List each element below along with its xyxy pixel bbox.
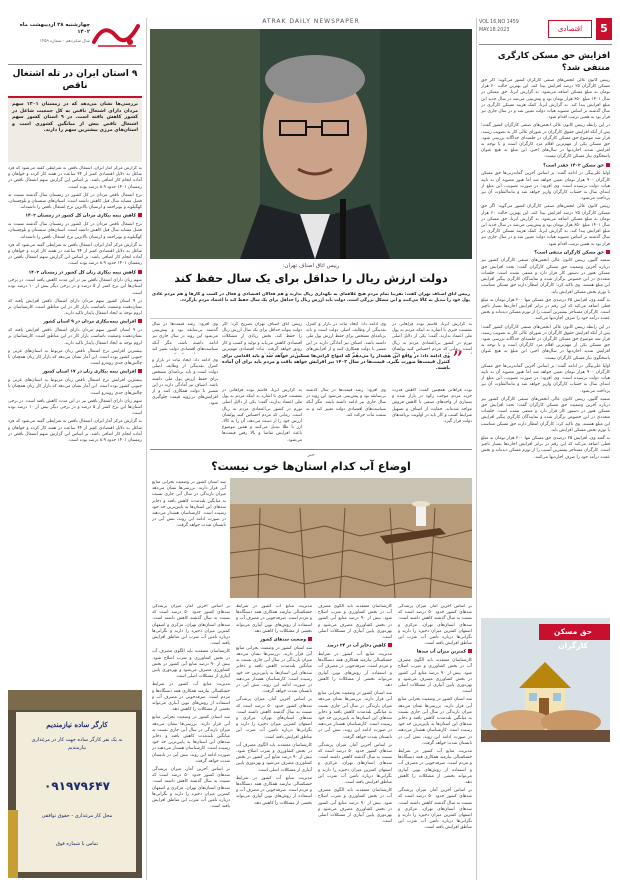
paragraph: به گزارش مرکز آمار ایران، اشتغال ناقص به شرایطی گفته می‌شود که فرد شاغل به دلایل اقتصادی کمتر از ۴۴ ساعت در هفته کار کرده و خواهان و آماده انجام کار اضافی باشد. بر اساس این گزارش سهم اشتغال ناقص در زمستان ۱۴۰۱ حدود ۸.۹ درصد بوده است. bbox=[8, 242, 142, 267]
water-col-2 bbox=[318, 604, 392, 876]
drought-land-image bbox=[230, 478, 472, 598]
main-article-col6: به گزارش ایرنا، قاسم نوده فراهانی در نشست خبری با اشاره به اینکه مردم به پول ملی اعتماد ندارند، گفت: یکی از دلایل اصلی تورم در کشور بی‌اعتمادی مردم به ریال است. زمانی که مردم احساس کنند پولشان ارزش خود را از دست می‌دهد، آن را به کالا، ارز یا طلا تبدیل می‌کنند و همین موضوع باعث افزایش تقاضا و بالا رفتن قیمت‌ها می‌شود. bbox=[222, 388, 302, 443]
divider bbox=[150, 318, 472, 319]
bullet-icon bbox=[388, 643, 392, 647]
bullet-icon bbox=[606, 163, 610, 167]
bullet-icon bbox=[138, 213, 142, 217]
bullet-icon bbox=[308, 637, 312, 641]
article-title-housing: افزایش حق مسکن کارگری منتفی شد؟ bbox=[497, 51, 610, 73]
paragraph: در این رابطه رییس کانون عالی انجمن‌های صنفی کارگران کشور گفت: پس از آنکه افزایش حقوق کارگران در شورای عالی کار به تصویب رسید، قرار شد موضوع حق مسکن کارگران در جلسه‌ای جداگانه بررسی شود. حق مسکن یکی از مهم‌ترین اقلام مزد کارگران است و با توجه به افزایش شدید اجاره‌بها در سال‌های اخیر، این مبلغ به هیچ عنوان پاسخگوی نیاز مسکن کارگران نیست. bbox=[481, 324, 610, 361]
ad-headline: کارگر ساده نیازمندیم bbox=[46, 720, 108, 729]
issue-number: سال شانزدهم - شماره ۱۴۵۹ bbox=[39, 38, 90, 43]
pull-quote-mark: ” bbox=[452, 348, 464, 373]
column-divider bbox=[146, 18, 147, 880]
masthead-left bbox=[8, 18, 142, 62]
paragraph: مدیریت منابع آب کشور در شرایط خشکسالی نیازمند همکاری همه دستگاه‌ها و مردم است. صرفه‌جویی در مصرف آب و استفاده از روش‌های نوین آبیاری می‌تواند بخشی از مشکلات را کاهش دهد. bbox=[318, 651, 392, 688]
paragraph: بر اساس آخرین آمار، میزان پرشدگی سدهای کشور حدود ۵۰ درصد است که نسبت به سال گذشته کاهش داشته است. سدهای استان‌های تهران، مرکزی و اصفهان کمترین میزان ذخیره را دارند و نگرانی‌ها درباره تامین آب شرب این مناطق افزایش یافته است. bbox=[236, 697, 312, 740]
paragraph: در ۹ استان کشور سهم مردان دارای اشتغال ناقص افزایش یافته که نشان‌دهنده وضعیت نامناسب بازار کار در این مناطق است. کارشناسان بر لزوم توجه به ایجاد اشتغال پایدار تاکید دارند. bbox=[8, 298, 142, 317]
water-col-left: سه استان کشور در وضعیت بحرانی منابع آبی قرار دارند. بررسی‌ها نشان می‌دهد میزان بارندگی در سال آبی جاری نسبت به میانگین بلندمدت کاهش یافته و ذخایر سدهای این استان‌ها به پایین‌ترین حد خود رسیده است. کارشناسان هشدار می‌دهند در صورت ادامه این روند، تنش آبی در تابستان شدت خواهد گرفت. bbox=[152, 480, 226, 529]
water-col-1 bbox=[398, 604, 472, 876]
paragraph: سه استان کشور در وضعیت بحرانی منابع آبی قرار دارند. بررسی‌ها نشان می‌دهد میزان بارندگی در سال آبی جاری نسبت به میانگین بلندمدت کاهش یافته و ذخایر سدهای این استان‌ها به پایین‌ترین حد خود رسیده است. کارشناسان هشدار می‌دهند در صورت ادامه این روند، تنش آبی در تابستان شدت خواهد گرفت. bbox=[236, 645, 312, 695]
paragraph: کارشناسان معتقدند باید الگوی مصرف آب در بخش کشاورزی و شرب اصلاح شود. بیش از ۹۰ درصد منابع آبی کشور در بخش کشاورزی مصرف می‌شود و بهره‌وری پایین آبیاری از مشکلات اصلی است. bbox=[318, 788, 392, 825]
paragraph: رییس کانون عالی انجمن‌های صنفی کارگران کشور می‌گوید: اگر حق مسکن کارگران ۲۵ درصد افزایش پیدا کند، این بهترین حالت ۲۰ هزار تومان به مبلغ مسکن اضافه می‌شود. به گزارش ایرنا، حق مسکن در سال ۱۴۰۱ مبلغ ۶۵۰ هزار تومان بود و پیش‌بینی می‌شد در سال جدید این مبلغ افزایش پیدا کند. به گزارش ایرنا، کمک هزینه مسکن کارگری در سال گذشته بر اساس مصوبه هیات دولت تعیین شد و در سال جاری نیز قرار بود به همین ترتیب اقدام شود. bbox=[481, 78, 610, 121]
paragraph: سمیه گلپور، رییس کانون عالی انجمن‌های صنفی کارگران کشور نیز درباره آخرین وضعیت حق مسکن کارگران گفت: بحث افزایش حق مسکن هنوز در دستور کار قرار دارد و منتفی نشده است. جلسات متعددی در این خصوص برگزار شده و نمایندگان کارگری پیگیر افزایش این مبلغ هستند. وی تاکید کرد: کارگران انتظار دارند حق مسکن متناسب با تورم بخش مسکن افزایش یابد. bbox=[481, 258, 610, 295]
newspaper-logo bbox=[90, 18, 142, 52]
subheading: کاهش نیمه بیکاری مردان کل کشور در زمستان ۱۴۰۲ bbox=[8, 213, 142, 220]
paragraph: بیشترین افزایش نرخ اشتغال ناقص زنان مربوط به استان‌های غربی و جنوبی کشور بوده است. این آمار نشان می‌دهد که بازار کار زنان همچنان با چالش‌های جدی روبه‌رو است. bbox=[8, 348, 142, 367]
paragraph: بر اساس آخرین آمار، میزان پرشدگی سدهای کشور حدود ۵۰ درصد است که نسبت به سال گذشته کاهش داشته است. سدهای استان‌های تهران، مرکزی و اصفهان کمترین میزان ذخیره را دارند و نگرانی‌ها درباره تامین آب شرب این مناطق افزایش یافته است. bbox=[152, 604, 230, 647]
subheading: کاهش نیمه بیکاری زنان کل کشور در زمستان ۱۴۰۲ bbox=[8, 270, 142, 277]
paragraph: اولیا علی‌بیگی در ادامه گفت: بر اساس آخرین گمانه‌زنی‌ها حق مسکن کارگران ۹۰۰ هزار تومان تعیین خواهد شد اما هنوز مصوبه آن به تایید هیات دولت نرسیده است. وی افزود: در صورت تصویب، این مبلغ از ابتدای سال به حساب کارگران واریز خواهد شد و مابه‌التفاوت آن نیز پرداخت می‌شود. bbox=[481, 171, 610, 202]
paragraph: بر اساس آخرین آمار، میزان پرشدگی سدهای کشور حدود ۵۰ درصد است که نسبت به سال گذشته کاهش داشته است. سدهای استان‌های تهران، مرکزی و اصفهان کمترین میزان ذخیره را دارند و نگرانی‌ها درباره تامین آب شرب این مناطق افزایش یافته است. bbox=[398, 604, 472, 647]
water-col-3 bbox=[236, 604, 312, 876]
paragraph: سهم زنان دارای اشتغال ناقص نیز در این مدت کاهش یافته است. در برخی استان‌ها این نرخ کمتر از ۵ درصد و در برخی دیگر بیش از ۱۰ درصد بوده است. bbox=[8, 398, 142, 417]
employment-lead-box: بررسی‌ها نشان می‌دهد که در زمستان ۱۴۰۱ سهم مردان دارای اشتغال ناقص به کل جمعیت شاغل در کشور کاهش یافته است. در ۹ استان کشور سهم اشتغال ناقص بیش از میانگین کشوری است و استان‌های مرزی بیشترین سهم را دارند. bbox=[8, 96, 142, 162]
page-number-badge: 5 bbox=[596, 18, 612, 40]
paragraph: مدیریت منابع آب کشور در شرایط خشکسالی نیازمند همکاری همه دستگاه‌ها و مردم است. صرفه‌جویی در مصرف آب و استفاده از روش‌های نوین آبیاری می‌تواند بخشی از مشکلات را کاهش دهد. bbox=[236, 775, 312, 806]
paragraph: نرخ اشتغال ناقص مردان در کل کشور در زمستان سال گذشته نسبت به فصل مشابه سال قبل کاهش داشته است. استان‌های سیستان و بلوچستان، کهگیلویه و بویراحمد و لرستان بالاترین نرخ اشتغال ناقص را داشته‌اند. bbox=[8, 192, 142, 211]
date-english: MAY.18 2023 bbox=[479, 28, 510, 33]
ad-phone: ۰۹۱۹۷۹۶۴۷ bbox=[44, 779, 110, 793]
bullet-icon bbox=[606, 250, 610, 254]
newspaper-title: ATRAK DAILY NEWSPAPER bbox=[262, 18, 360, 25]
main-article-col7: وی ادامه داد: ایجاد ثبات در بازار و کنترل نقدینگی از وظایف اصلی دولت است و باید برنامه‌ای مشخص برای حفظ ارزش پول ملی داشته باشد. اصناف نیز آمادگی دارند در این مسیر با دولت همکاری کنند و از افزایش‌های بی‌رویه قیمت جلوگیری شود. bbox=[152, 358, 218, 407]
main-article-col3: رییس اتاق اصناف تهران تصریح کرد: اگر دولت بتواند حداقل برای یک سال ارزش ریال را حفظ کند، بخش زیادی از مشکلات اقتصادی کاهش می‌یابد و تولید و کسب و کار رونق خواهد گرفت. ثبات اقتصادی مهم‌ترین bbox=[222, 322, 302, 352]
water-kicker: خبر bbox=[307, 452, 315, 458]
paragraph: کارشناسان معتقدند باید الگوی مصرف آب در بخش کشاورزی و شرب اصلاح شود. بیش از ۹۰ درصد منابع آبی کشور در بخش کشاورزی مصرف می‌شود و بهره‌وری پایین آبیاری از مشکلات اصلی است. bbox=[236, 742, 312, 773]
paragraph: سهم زنان دارای اشتغال ناقص نیز در این مدت کاهش یافته است. در برخی استان‌ها این نرخ کمتر از ۵ درصد و در برخی دیگر بیش از ۱۰ درصد بوده است. bbox=[8, 278, 142, 296]
divider bbox=[8, 64, 142, 65]
section-divider bbox=[150, 449, 472, 450]
pull-quote: وی ادامه داد: در واقع این هشدار را می‌دهم که امواج گرانی‌ها سنگین‌تر خواهد شد و باید اقدامی برای کنترل قیمت‌ها صورت بگیرد. قیمت‌ها در سال ۱۴۰۲ نیز افزایش خواهد یافت و مردم باید برای آن آماده باشند. bbox=[222, 354, 450, 372]
paragraph: سه استان کشور در وضعیت بحرانی منابع آبی قرار دارند. بررسی‌ها نشان می‌دهد میزان بارندگی در سال آبی جاری نسبت به میانگین بلندمدت کاهش یافته و ذخایر سدهای این استان‌ها به پایین‌ترین حد خود رسیده است. کارشناسان هشدار می‌دهند در صورت ادامه این روند، تنش آبی در تابستان شدت خواهد گرفت. bbox=[152, 715, 230, 764]
paragraph: نرخ اشتغال ناقص مردان در کل کشور در زمستان سال گذشته نسبت به فصل مشابه سال قبل کاهش داشته است. استان‌های سیستان و بلوچستان، کهگیلویه و بویراحمد و لرستان بالاترین نرخ اشتغال ناقص را داشته‌اند. bbox=[8, 222, 142, 240]
paragraph: مدیریت منابع آب کشور در شرایط خشکسالی نیازمند همکاری همه دستگاه‌ها و مردم است. صرفه‌جویی در مصرف آب و استفاده از روش‌های نوین آبیاری می‌تواند بخشی از مشکلات را کاهش دهد. bbox=[236, 604, 312, 634]
paragraph: اولیا علی‌بیگی در ادامه گفت: بر اساس آخرین گمانه‌زنی‌ها حق مسکن کارگران ۹۰۰ هزار تومان تعیین خواهد شد اما هنوز مصوبه آن به تایید هیات دولت نرسیده است. وی افزود: در صورت تصویب، این مبلغ از ابتدای سال به حساب کارگران واریز خواهد شد و مابه‌التفاوت آن نیز پرداخت می‌شود. bbox=[481, 363, 610, 394]
drought-photo bbox=[230, 478, 472, 598]
section-label: اقتصادی bbox=[548, 20, 592, 38]
bullet-icon bbox=[138, 270, 142, 274]
main-article-col2: وی ادامه داد: ایجاد ثبات در بازار و کنترل نقدینگی از وظایف اصلی دولت است و باید برنامه‌ای مشخص برای حفظ ارزش پول ملی داشته باشد. اصناف نیز آمادگی دارند در این مسیر با دولت همکاری کنند و از افزایش‌های bbox=[306, 322, 386, 352]
paragraph: در این رابطه رییس کانون عالی انجمن‌های صنفی کارگران کشور گفت: پس از آنکه افزایش حقوق کارگران در شورای عالی کار به تصویب رسید، قرار شد موضوع حق مسکن کارگران در جلسه‌ای جداگانه بررسی شود. حق مسکن یکی از مهم‌ترین اقلام مزد کارگران است و با توجه به افزایش شدید اجاره‌بها در سال‌های اخیر، این مبلغ به هیچ عنوان پاسخگوی نیاز مسکن کارگران نیست. bbox=[481, 123, 610, 160]
column-divider bbox=[476, 18, 477, 880]
paragraph: به گزارش مرکز آمار ایران، اشتغال ناقص به شرایطی گفته می‌شود که فرد شاغل به دلایل اقتصادی کمتر از ۴۴ ساعت در هفته کار کرده و خواهان و آماده انجام کار اضافی باشد. بر اساس این گزارش سهم اشتغال ناقص در زمستان ۱۴۰۱ حدود ۸.۹ درصد بوده است. bbox=[8, 166, 142, 190]
bullet-icon bbox=[468, 649, 472, 653]
paragraph: به گفته وی، افزایش ۲۵ درصدی حق مسکن تنها ۲۰۰ هزار تومان به مبلغ فعلی اضافه می‌کند که این رقم در برابر افزایش اجاره‌ها بسیار ناچیز است. کارگران مستاجر بیشترین آسیب را از تورم مسکن دیده‌اند و بخش عمده درآمد خود را صرف اجاره‌بها می‌کنند. bbox=[481, 297, 610, 322]
paragraph: به گفته وی، افزایش ۲۵ درصدی حق مسکن تنها ۲۰۰ هزار تومان به مبلغ فعلی اضافه می‌کند که این رقم در برابر افزایش اجاره‌ها بسیار ناچیز است. کارگران مستاجر بیشترین آسیب را از تورم مسکن دیده‌اند و بخش عمده درآمد خود را صرف اجاره‌بها می‌کنند. bbox=[481, 435, 610, 460]
main-article-lead: رییس اتاق اصناف تهران گفت: تقریبا تمام مردم هیچ علاقه‌ای به نگهداری ریال ندارند و هم فعالان اقتصادی و فعال در کسب و کارها و هم مردم عادی پول خود را تبدیل به کالا می‌کنند و این مشکل بزرگی است. دولت باید ارزش ریال را حداقل برای یک سال حفظ کند تا اعتماد مردم بازگردد. bbox=[152, 292, 470, 304]
main-article-col1: به گزارش ایرنا، قاسم نوده فراهانی در نشست خبری با اشاره به اینکه مردم به پول ملی اعتماد ندارند، گفت: یکی از دلایل اصلی تورم در کشور بی‌اعتمادی مردم به ریال است. زمانی که مردم احساس کنند پولشان bbox=[392, 322, 472, 352]
subheading: افزایش نیمه‌بیکاری مردان در ۹ استان کشور bbox=[8, 319, 142, 326]
atrak-logo-icon bbox=[90, 18, 142, 52]
main-article-col4: نوده فراهانی همچنین گفت: کاهش قدرت خرید مردم موجب رکود در بازار شده و بسیاری از واحدهای صنفی با کاهش فروش مواجه شده‌اند. حمایت از اصناف و تسهیل شرایط کسب و کار باید در اولویت برنامه‌های دولت قرار گیرد. bbox=[392, 388, 472, 425]
subheading: وضعیت سدهای کشور bbox=[236, 637, 312, 644]
ad-footer: محل کار مرغداری - حقوق توافقی bbox=[41, 813, 113, 819]
ad-note: تماس با شماره فوق bbox=[55, 841, 99, 847]
masthead-right bbox=[479, 18, 612, 44]
paragraph: به گزارش مرکز آمار ایران، اشتغال ناقص به شرایطی گفته می‌شود که فرد شاغل به دلایل اقتصادی کمتر از ۴۴ ساعت در هفته کار کرده و خواهان و آماده انجام کار اضافی باشد. بر اساس این گزارش سهم اشتغال ناقص در زمستان ۱۴۰۱ حدود ۸.۹ درصد بوده است. bbox=[8, 419, 142, 443]
paragraph: رییس کانون عالی انجمن‌های صنفی کارگران کشور می‌گوید: اگر حق مسکن کارگران ۲۵ درصد افزایش پیدا کند، این بهترین حالت ۲۰ هزار تومان به مبلغ مسکن اضافه می‌شود. به گزارش ایرنا، حق مسکن در سال ۱۴۰۱ مبلغ ۶۵۰ هزار تومان بود و پیش‌بینی می‌شد در سال جدید این مبلغ افزایش پیدا کند. به گزارش ایرنا، کمک هزینه مسکن کارگری در سال گذشته بر اساس مصوبه هیات دولت تعیین شد و در سال جاری نیز قرار بود به همین ترتیب اقدام شود. bbox=[481, 204, 610, 247]
housing-ad-image bbox=[481, 618, 610, 742]
subheading: حق مسکن ۱۴۰۲ چقدر است؟ bbox=[481, 163, 610, 170]
paragraph: مدیریت منابع آب کشور در شرایط خشکسالی نیازمند همکاری همه دستگاه‌ها و مردم است. صرفه‌جویی در مصرف آب و استفاده از روش‌های نوین آبیاری می‌تواند بخشی از مشکلات را کاهش دهد. bbox=[398, 748, 472, 785]
subheading: کاهش ذخایر آب در ۲۴ درصد bbox=[318, 643, 392, 650]
paragraph: مدیریت منابع آب کشور در شرایط خشکسالی نیازمند همکاری همه دستگاه‌ها و مردم است. صرفه‌جویی در مصرف آب و استفاده از روش‌های نوین آبیاری می‌تواند بخشی از مشکلات را کاهش دهد. bbox=[152, 682, 230, 713]
employment-article-title: ۹ استان ایران در تله اشتغال ناقص bbox=[12, 69, 138, 91]
paragraph: سه استان کشور در وضعیت بحرانی منابع آبی قرار دارند. بررسی‌ها نشان می‌دهد میزان بارندگی در سال آبی جاری نسبت به میانگین بلندمدت کاهش یافته و ذخایر سدهای این استان‌ها به پایین‌ترین حد خود رسیده است. کارشناسان هشدار می‌دهند در صورت ادامه این روند، تنش آبی در تابستان شدت خواهد گرفت. bbox=[398, 697, 472, 746]
ad-title: حق مسکن کارگران bbox=[553, 627, 593, 650]
date-persian: چهارشنبه ۲۸ اردیبهشت ماه ۱۴۰۲ bbox=[19, 22, 90, 35]
ad-body: به یک نفر کارگر ساده جهت کار در مرغداری نیازمندیم bbox=[31, 737, 123, 751]
classified-ad-photo bbox=[8, 690, 142, 878]
water-col-4 bbox=[152, 604, 230, 876]
bullet-icon bbox=[138, 369, 142, 373]
paragraph: در ۹ استان کشور سهم مردان دارای اشتغال ناقص افزایش یافته که نشان‌دهنده وضعیت نامناسب بازار کار در این مناطق است. کارشناسان بر لزوم توجه به ایجاد اشتغال پایدار تاکید دارند. bbox=[8, 328, 142, 346]
water-article-title: اوضاع آب کدام استان‌ها خوب نیست؟ bbox=[211, 460, 411, 473]
paragraph: سه استان کشور در وضعیت بحرانی منابع آبی قرار دارند. بررسی‌ها نشان می‌دهد میزان بارندگی در سال آبی جاری نسبت به میانگین بلندمدت کاهش یافته و ذخایر سدهای این استان‌ها به پایین‌ترین حد خود رسیده است. کارشناسان هشدار می‌دهند در صورت ادامه این روند، تنش آبی در تابستان شدت خواهد گرفت. bbox=[318, 691, 392, 740]
paragraph: بیشترین افزایش نرخ اشتغال ناقص زنان مربوط به استان‌های غربی و جنوبی کشور بوده است. این آمار نشان می‌دهد که بازار کار زنان همچنان با چالش‌های جدی روبه‌رو است. bbox=[8, 378, 142, 396]
bullet-icon bbox=[138, 319, 142, 323]
subheading: افزایش نیمه بیکاری زنان در ۱۷ استان کشور bbox=[8, 369, 142, 376]
photo-caption: رییس اتاق اصناف تهران: bbox=[282, 263, 340, 269]
subheading: حق مسکن کارگران منتفی است؟ bbox=[481, 250, 610, 257]
volume-number: VOL 16,NO 1459 bbox=[479, 20, 519, 25]
divider bbox=[479, 44, 612, 45]
main-article-title: دولت ارزش ریال را حداقل برای یک سال حفظ کند bbox=[174, 272, 448, 285]
main-article-col3b: وی افزود: رشد قیمت‌ها در سال گذشته بی‌سابقه بود و پیش‌بینی می‌شود این روند در سال جاری نیز ادامه داشته باشد، مگر آنکه سیاست‌های اقتصادی دولت تغییر کند bbox=[152, 322, 218, 352]
employment-article-body bbox=[8, 166, 142, 686]
paragraph: بر اساس آخرین آمار، میزان پرشدگی سدهای کشور حدود ۵۰ درصد است که نسبت به سال گذشته کاهش داشته است. سدهای استان‌های تهران، مرکزی و اصفهان کمترین میزان ذخیره را دارند و نگرانی‌ها درباره تامین آب شرب این مناطق افزایش یافته است. bbox=[318, 742, 392, 785]
main-article-col5: وی افزود: رشد قیمت‌ها در سال گذشته بی‌سابقه بود و پیش‌بینی می‌شود این روند در سال جاری نیز ادامه داشته باشد، مگر آنکه سیاست‌های اقتصادی دولت تغییر کند و به سمت ثبات حرکت کند. bbox=[306, 388, 386, 418]
main-photo bbox=[150, 29, 472, 259]
paragraph: بر اساس آخرین آمار، میزان پرشدگی سدهای کشور حدود ۵۰ درصد است که نسبت به سال گذشته کاهش داشته است. سدهای استان‌های تهران، مرکزی و اصفهان کمترین میزان ذخیره را دارند و نگرانی‌ها درباره تامین آب شرب این مناطق افزایش یافته است. bbox=[152, 767, 230, 810]
paragraph: سمیه گلپور، رییس کانون عالی انجمن‌های صنفی کارگران کشور نیز درباره آخرین وضعیت حق مسکن کارگران گفت: بحث افزایش حق مسکن هنوز در دستور کار قرار دارد و منتفی نشده است. جلسات متعددی در این خصوص برگزار شده و نمایندگان کارگری پیگیر افزایش این مبلغ هستند. وی تاکید کرد: کارگران انتظار دارند حق مسکن متناسب با تورم بخش مسکن افزایش یابد. bbox=[481, 396, 610, 433]
article-body-housing bbox=[481, 78, 610, 618]
subheading: کمترین میزان آب سدها bbox=[398, 649, 472, 656]
paragraph: کارشناسان معتقدند باید الگوی مصرف آب در بخش کشاورزی و شرب اصلاح شود. بیش از ۹۰ درصد منابع آبی کشور در بخش کشاورزی مصرف می‌شود و بهره‌وری پایین آبیاری از مشکلات اصلی است. bbox=[318, 604, 392, 641]
paragraph: کارشناسان معتقدند باید الگوی مصرف آب در بخش کشاورزی و شرب اصلاح شود. بیش از ۹۰ درصد منابع آبی کشور در بخش کشاورزی مصرف می‌شود و بهره‌وری پایین آبیاری از مشکلات اصلی است. bbox=[152, 649, 230, 680]
paragraph: کارشناسان معتقدند باید الگوی مصرف آب در بخش کشاورزی و شرب اصلاح شود. بیش از ۹۰ درصد منابع آبی کشور در بخش کشاورزی مصرف می‌شود و بهره‌وری پایین آبیاری از مشکلات اصلی است. bbox=[398, 658, 472, 695]
portrait-photo bbox=[150, 29, 472, 259]
paragraph: بر اساس آخرین آمار، میزان پرشدگی سدهای کشور حدود ۵۰ درصد است که نسبت به سال گذشته کاهش داشته است. سدهای استان‌های تهران، مرکزی و اصفهان کمترین میزان ذخیره را دارند و نگرانی‌ها درباره تامین آب شرب این مناطق افزایش یافته است. bbox=[398, 788, 472, 831]
